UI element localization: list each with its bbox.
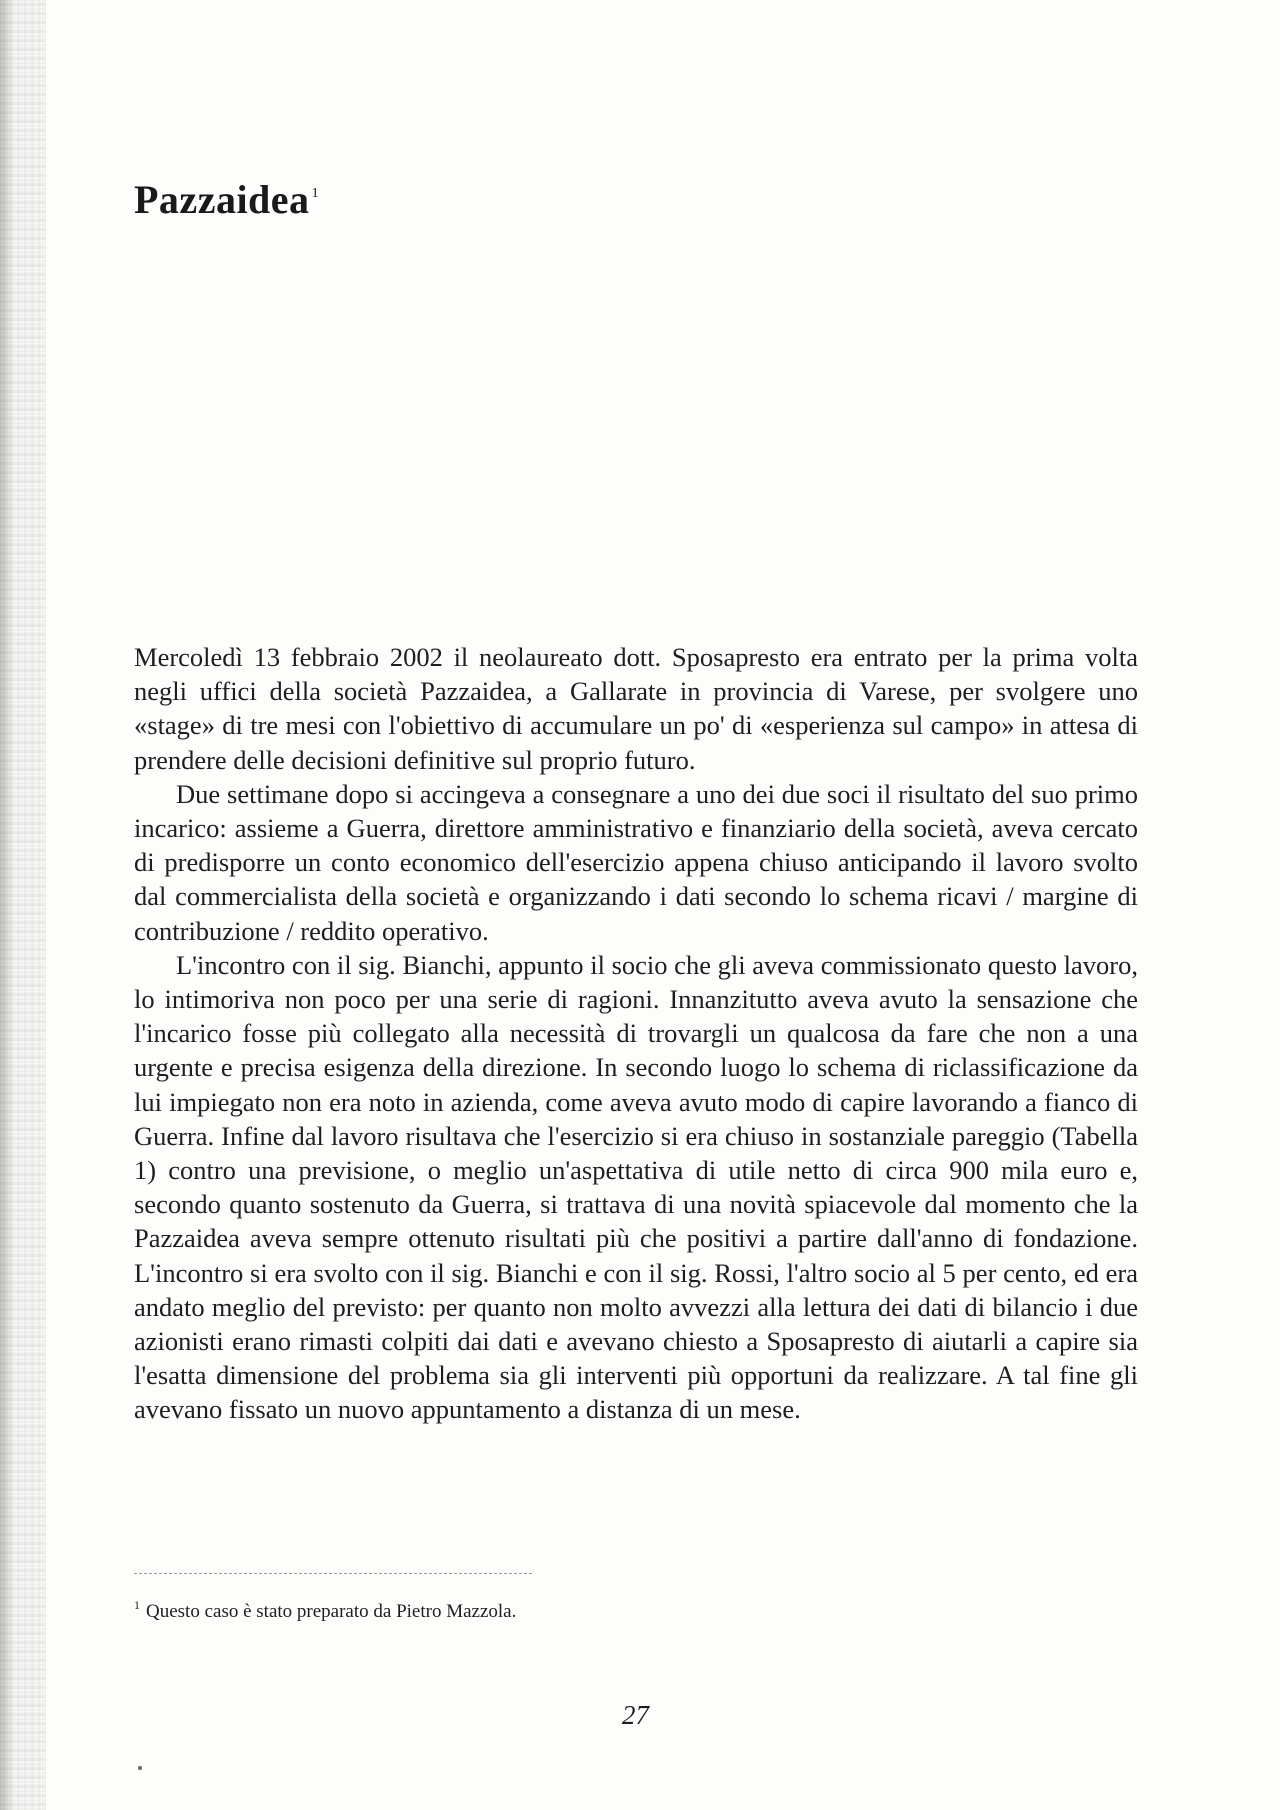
scan-edge-artifact (0, 0, 46, 1810)
paragraph-3: L'incontro con il sig. Bianchi, appunto il socio che gli aveva commissionato questo lavoro, lo intimoriva non poco per una serie di ragioni. Innanzitutto aveva avuto la sensazione che l'incarico fosse più collegato alla necessità di trovargli un qualcosa da fare che non a una urgente e precisa esigenza della direzione. In secondo luogo lo schema di riclassificazione da lui impiegato non era noto in azienda, come aveva avuto modo di capire lavorando a fianco di Guerra. Infine dal lavoro risultava che l'esercizio si era chiuso in sostanziale pareggio (Tabella 1) contro una previsione, o meglio un'aspettativa di utile netto di circa 900 mila euro e, secondo quanto sostenuto da Guerra, si trattava di una novità spiacevole dal momento che la Pazzaidea aveva sempre ottenuto risultati più che positivi a partire dall'anno di fondazione. L'incontro si era svolto con il sig. Bianchi e con il sig. Rossi, l'altro socio al 5 per cento, ed era andato meglio del previsto: per quanto non molto avvezzi alla lettura dei dati di bilancio i due azionisti erano rimasti colpiti dai dati e avevano chiesto a Sposapresto di aiutarli a capire sia l'esatta dimensione del problema sia gli interventi più opportuni da realizzare. A tal fine gli avevano fissato un nuovo appuntamento a distanza di un mese. (134, 949, 1138, 1425)
page-title (134, 176, 319, 223)
title-footnote-marker: 1 (311, 186, 320, 201)
page-number: 27 (622, 1700, 649, 1730)
paragraph-2: Due settimane dopo si accingeva a consegnare a uno dei due soci il risultato del suo primo incarico: assieme a Guerra, direttore amministrativo e finanziario della società, aveva cercato di predisporre un conto economico dell'esercizio appena chiuso anticipando il lavoro svolto dal commercialista della società e organizzando i dati secondo lo schema ricavi / margine di contribuzione / reddito operativo. (134, 778, 1138, 946)
footnote-divider (134, 1573, 532, 1574)
body-text (134, 640, 1138, 1427)
footnote-text: Questo caso è stato preparato da Pietro Mazzola. (146, 1601, 517, 1622)
footnote (134, 1598, 516, 1623)
scan-speck (138, 1766, 142, 1770)
footnote-marker: 1 (134, 1598, 140, 1612)
title-text: Pazzaidea (134, 177, 310, 222)
paragraph-1: Mercoledì 13 febbraio 2002 il neolaureato dott. Sposapresto era entrato per la prima volta negli uffici della società Pazzaidea, a Gallarate in provincia di Varese, per svolgere uno «stage» di tre mesi con l'obiettivo di accumulare un po' di «esperienza sul campo» in attesa di prendere delle decisioni definitive sul proprio futuro. (134, 642, 1138, 775)
